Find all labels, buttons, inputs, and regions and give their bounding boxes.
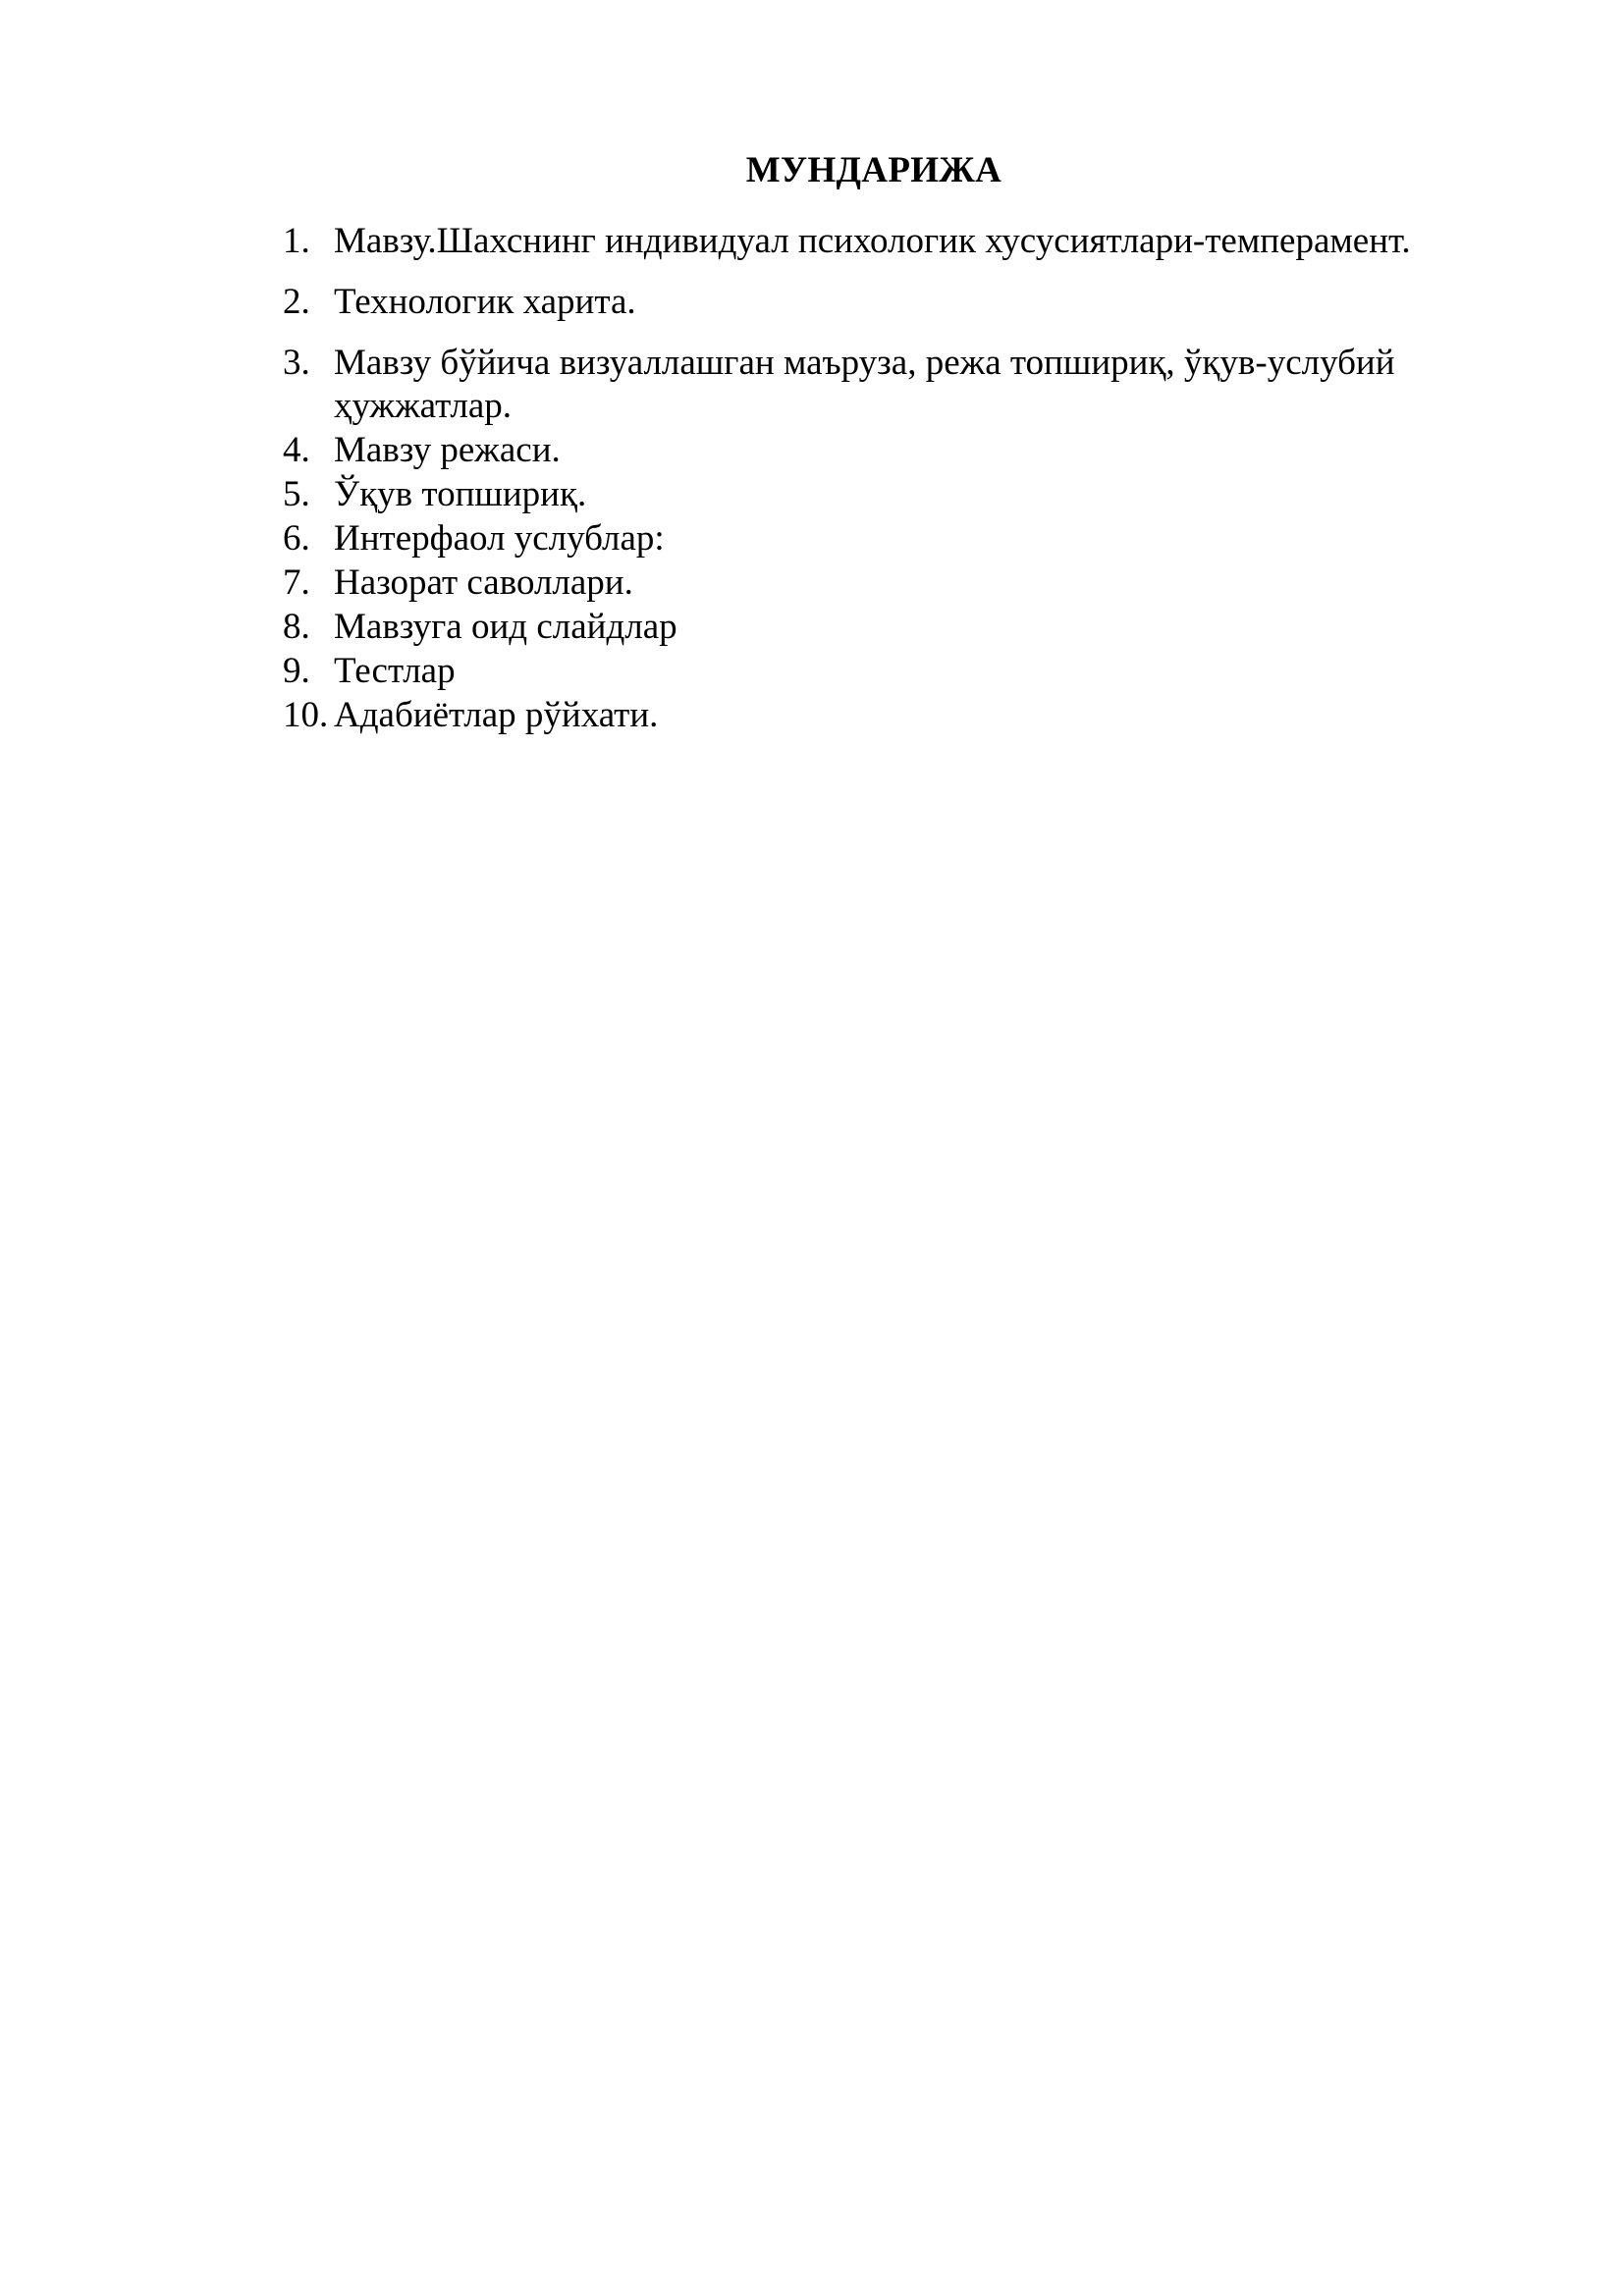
- list-item: [283, 220, 1510, 263]
- list-item: [283, 517, 1510, 561]
- list-item-number: 7.: [283, 562, 310, 603]
- list-item-text: Ўқув топшириқ.: [334, 474, 587, 514]
- list-item-number: 10.: [283, 695, 329, 735]
- table-of-contents: [283, 220, 1510, 738]
- list-item: [283, 281, 1510, 324]
- list-item-number: 8.: [283, 607, 310, 647]
- list-item: [283, 342, 1510, 428]
- list-item-number: 6.: [283, 518, 310, 559]
- list-item: [283, 606, 1510, 649]
- list-item-number: 4.: [283, 430, 310, 470]
- list-item-text: Технологик харита.: [334, 282, 636, 322]
- list-item-number: 1.: [283, 221, 310, 261]
- list-item-text: Мавзуга оид слайдлар: [334, 607, 677, 647]
- list-item-text: Назорат саволлари.: [334, 562, 633, 603]
- page-title: МУНДАРИЖА: [745, 150, 1002, 190]
- list-item-text: Мавзу режаси.: [334, 430, 561, 470]
- list-item-text: Адабиётлар рўйхати.: [334, 695, 659, 735]
- list-item-text: Мавзу.Шахснинг индивидуал психологик хусусиятлари-темперамент.: [334, 221, 1411, 261]
- list-item-number: 5.: [283, 474, 310, 514]
- list-item-text: Мавзу бўйича визуаллашган маърузa, режа топшириқ, ўқув-услубий ҳужжатлар.: [334, 343, 1395, 426]
- list-item-number: 2.: [283, 282, 310, 322]
- list-item: [283, 429, 1510, 472]
- list-item: [283, 561, 1510, 605]
- list-item: [283, 473, 1510, 516]
- list-item-text: Тестлар: [334, 651, 456, 691]
- list-item: [283, 694, 1510, 737]
- list-item-number: 3.: [283, 343, 310, 383]
- list-item: [283, 650, 1510, 693]
- list-item-number: 9.: [283, 651, 310, 691]
- list-item-text: Интерфаол услублар:: [334, 518, 665, 559]
